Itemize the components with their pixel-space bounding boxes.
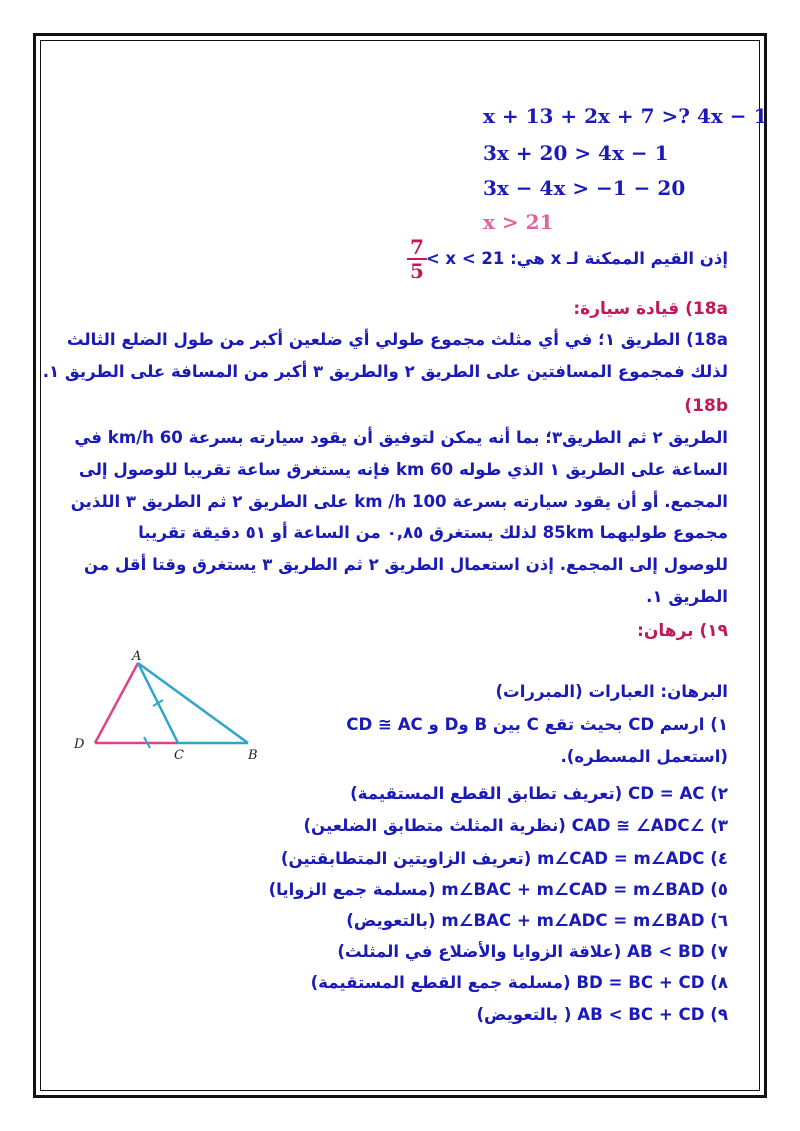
q18b-line-6: الطريق ١. [646, 587, 728, 606]
vertex-label-d: D [74, 737, 85, 752]
q18b-line-4: مجموع طوليهما 85km لذلك يستغرق ٠,٨٥ من الساعة أو ٥١ دقيقة تقريبا [138, 523, 728, 542]
q18b-line-5: للوصول إلى المجمع. إذن استعمال الطريق ٢ ثم الطريق ٣ يستغرق وقتا أقل من [84, 555, 728, 574]
q18-heading: 18a) قيادة سيارة: [573, 299, 728, 319]
fraction-seven-fifths [407, 237, 427, 281]
q18a-line-2: لذلك فمجموع المسافتين على الطريق ٢ والطريق ٣ أكبر من المسافة على الطريق ١. [42, 362, 728, 381]
fraction-denominator: 5 [410, 259, 424, 283]
equation-line-4: x > 21 [483, 210, 554, 234]
proof-step-5: ٥) m∠BAC + m∠CAD = m∠BAD (مسلمة جمع الزوايا) [268, 880, 728, 899]
conclusion-text: إذن القيم الممكنة لـ x هي: 21 > x > [425, 249, 728, 268]
q18b-label: 18b) [684, 396, 728, 416]
triangle-figure [70, 648, 270, 768]
proof-step-9: ٩) AB < BC + CD ( بالتعويض) [476, 1005, 728, 1024]
proof-step-4: ٤) m∠CAD = m∠ADC (تعريف الزاويتين المتطابقتين) [280, 849, 728, 868]
vertex-label-c: C [174, 748, 184, 763]
equation-line-3: 3x − 4x > −1 − 20 [483, 176, 686, 200]
proof-header: البرهان: العبارات (المبررات) [495, 682, 728, 701]
proof-step-3: ٣) ∠CAD ≅ ∠ADC (نظرية المثلث متطابق الضلعين) [303, 816, 728, 835]
equation-line-1: x + 13 + 2x + 7 >? 4x − 1 [483, 104, 768, 128]
segment-ad [95, 663, 138, 743]
proof-step-1-line-2: (استعمل المسطره). [560, 747, 728, 766]
fraction-numerator: 7 [410, 235, 424, 259]
proof-step-8: ٨) BD = BC + CD (مسلمة جمع القطع المستقيمة) [310, 973, 728, 992]
q18b-line-1: الطريق ٢ ثم الطريق٣؛ بما أنه يمكن لتوفيق أن يقود سيارته بسرعة km/h 60 في [74, 428, 728, 447]
proof-step-7: ٧) AB < BD (علاقة الزوايا والأضلاع في المثلث) [337, 942, 728, 961]
vertex-label-a: A [132, 649, 142, 664]
proof-step-2: ٢) CD = AC (تعريف تطابق القطع المستقيمة) [350, 784, 728, 803]
proof-step-1-line-1: ١) ارسم CD بحيث تقع C بين B وD و CD ≅ AC [346, 715, 728, 734]
segment-ab [138, 663, 248, 743]
proof-step-6: ٦) m∠BAC + m∠ADC = m∠BAD (بالتعويض) [346, 911, 728, 930]
q19-heading: ١٩) برهان: [637, 621, 728, 641]
vertex-label-b: B [248, 748, 258, 763]
q18a-line-1: 18a) الطريق ١؛ في أي مثلث مجموع طولي أي ضلعين أكبر من طول الضلع الثالث [66, 330, 728, 349]
q18b-line-3: المجمع. أو أن يقود سيارته بسرعة km /h 100 على الطريق ٢ ثم الطريق ٣ اللذين [70, 492, 728, 511]
equation-line-2: 3x + 20 > 4x − 1 [483, 141, 669, 165]
q18b-line-2: الساعة على الطريق ١ الذي طوله km 60 فإنه يستغرق ساعة تقريبا للوصول إلى [78, 460, 728, 479]
